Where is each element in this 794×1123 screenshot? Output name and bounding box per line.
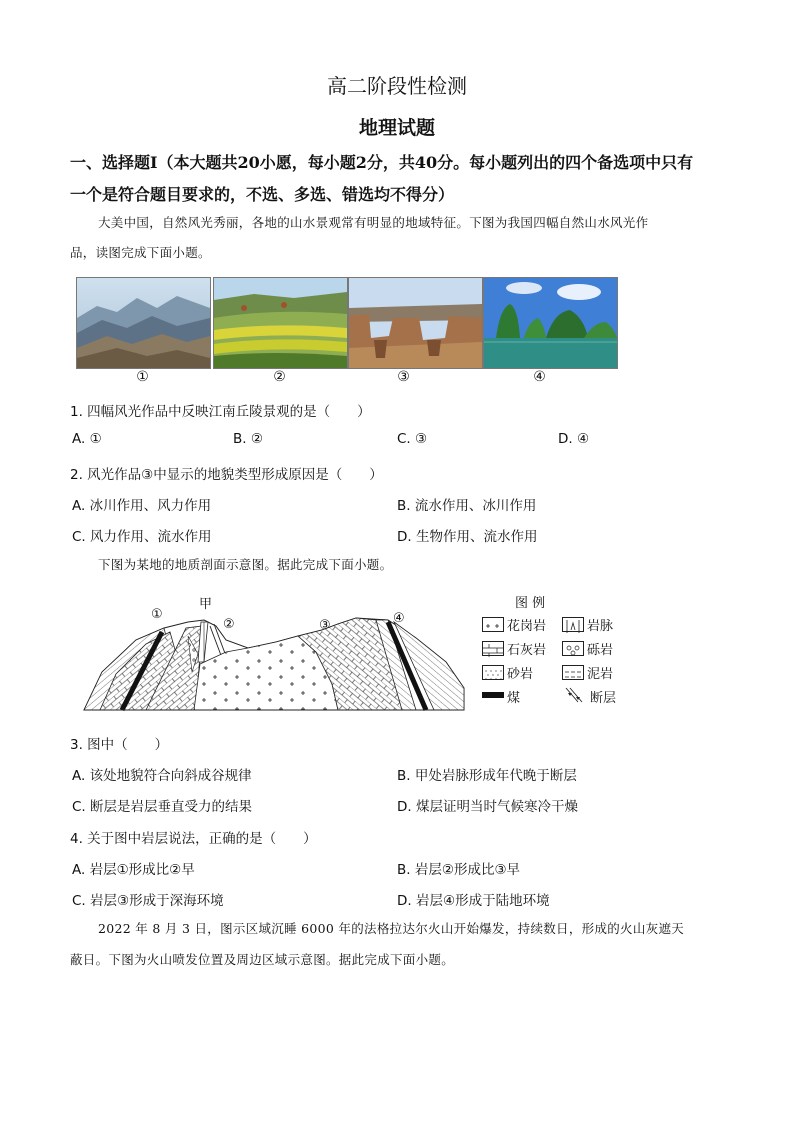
q1-option-d[interactable]: D. ④ <box>558 431 590 447</box>
page-title: 高二阶段性检测 <box>327 74 467 98</box>
legend-coal-swatch <box>482 692 504 698</box>
q1-option-a[interactable]: A. ① <box>72 431 102 447</box>
q3-option-b[interactable]: B. 甲处岩脉形成年代晚于断层 <box>397 768 577 784</box>
photo-label-1: ① <box>136 369 149 385</box>
section-heading-line2: 一个是符合题目要求的，不选、多选、错选均不得分） <box>70 185 455 204</box>
legend-fault-label: 断层 <box>590 691 617 706</box>
legend-mudstone-label: 泥岩 <box>587 667 614 682</box>
diagram-label-4: ④ <box>393 611 405 626</box>
legend-title: 图 例 <box>515 596 546 611</box>
q1-option-c[interactable]: C. ③ <box>397 431 428 447</box>
q3-option-d[interactable]: D. 煤层证明当时气候寒冷干燥 <box>397 799 578 815</box>
legend-sandstone-swatch <box>482 665 504 680</box>
subject-title: 地理试题 <box>358 117 435 139</box>
legend-limestone-swatch <box>482 641 504 656</box>
q3-option-c[interactable]: C. 断层是岩层垂直受力的结果 <box>72 799 253 815</box>
diagram-label-1: ① <box>151 607 163 622</box>
question-2-stem: 2. 风光作品③中显示的地貌类型形成原因是（ ） <box>70 467 383 483</box>
photo-eroded-landform <box>348 277 483 369</box>
question-4-stem: 4. 关于图中岩层说法，正确的是（ ） <box>70 831 317 847</box>
legend-granite-swatch <box>482 617 504 632</box>
q4-option-d[interactable]: D. 岩层④形成于陆地环境 <box>397 893 550 909</box>
intro-paragraph-1-line2: 品，读图完成下面小题。 <box>70 245 211 260</box>
question-1-stem: 1. 四幅风光作品中反映江南丘陵景观的是（ ） <box>70 404 371 420</box>
intro-paragraph-3-line1: 2022 年 8 月 3 日，图示区域沉睡 6000 年的法格拉达尔火山开始爆发，持续数日，形成的火山灰遮天 <box>98 921 685 936</box>
legend-dike-label: 岩脉 <box>587 619 614 634</box>
legend-mudstone-swatch <box>562 665 584 680</box>
q4-option-c[interactable]: C. 岩层③形成于深海环境 <box>72 893 224 909</box>
legend-conglomerate-label: 砾岩 <box>587 643 614 658</box>
q4-option-a[interactable]: A. 岩层①形成比②早 <box>72 862 195 878</box>
intro-paragraph-1-line1: 大美中国，自然风光秀丽，各地的山水景观常有明显的地域特征。下图为我国四幅自然山水风光作 <box>98 215 649 230</box>
photo-terraced-fields <box>213 277 348 369</box>
legend-dike-swatch <box>562 617 584 632</box>
photo-karst-river <box>483 277 618 369</box>
photo-label-4: ④ <box>533 369 546 385</box>
photo-label-2: ② <box>273 369 286 385</box>
legend-granite-label: 花岗岩 <box>507 619 547 634</box>
photo-label-3: ③ <box>397 369 410 385</box>
diagram-label-2: ② <box>223 617 235 632</box>
legend-coal-label: 煤 <box>507 691 521 706</box>
question-3-stem: 3. 图中（ ） <box>70 737 169 753</box>
q1-option-b[interactable]: B. ② <box>233 431 263 447</box>
legend-limestone-label: 石灰岩 <box>507 643 547 658</box>
section-heading-line1: 一、选择题Ⅰ（本大题共20小愿，每小题2分，共40分。每小题列出的四个备选项中只有 <box>70 153 694 172</box>
legend-conglomerate-swatch <box>562 641 584 656</box>
intro-paragraph-3-line2: 蔽日。下图为火山喷发位置及周边区域示意图。据此完成下面小题。 <box>70 952 455 967</box>
legend-fault-swatch <box>564 687 584 703</box>
q2-option-c[interactable]: C. 风力作用、流水作用 <box>72 529 212 545</box>
q3-option-a[interactable]: A. 该处地貌符合向斜成谷规律 <box>72 768 252 784</box>
diagram-label-3: ③ <box>319 618 331 633</box>
geologic-profile-diagram <box>76 592 471 716</box>
q2-option-d[interactable]: D. 生物作用、流水作用 <box>397 529 538 545</box>
intro-paragraph-2: 下图为某地的地质剖面示意图。据此完成下面小题。 <box>98 557 393 572</box>
legend-sandstone-label: 砂岩 <box>507 667 534 682</box>
diagram-label-jia: 甲 <box>199 597 213 612</box>
photo-mountain-ranges <box>76 277 211 369</box>
q2-option-a[interactable]: A. 冰川作用、风力作用 <box>72 498 212 514</box>
q2-option-b[interactable]: B. 流水作用、冰川作用 <box>397 498 537 514</box>
q4-option-b[interactable]: B. 岩层②形成比③早 <box>397 862 521 878</box>
